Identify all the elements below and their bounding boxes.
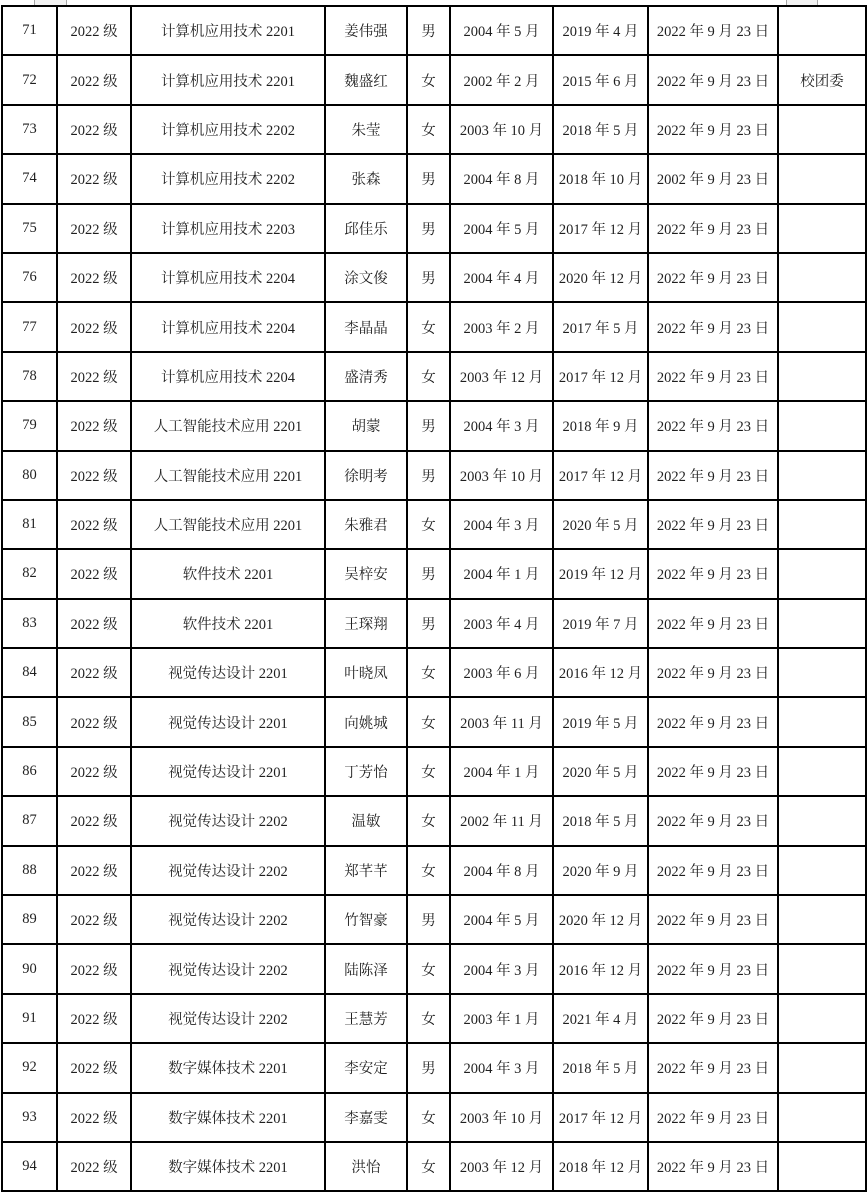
cell-gender: 女 xyxy=(407,994,450,1043)
cell-grade: 2022 级 xyxy=(57,846,131,895)
cell-class: 数字媒体技术 2201 xyxy=(131,1043,325,1092)
cell-class: 数字媒体技术 2201 xyxy=(131,1093,325,1142)
cell-name: 李嘉雯 xyxy=(325,1093,407,1142)
cell-confirm-date: 2022 年 9 月 23 日 xyxy=(648,204,778,253)
cell-note xyxy=(778,401,866,450)
cell-confirm-date: 2022 年 9 月 23 日 xyxy=(648,302,778,351)
cell-class: 视觉传达设计 2202 xyxy=(131,846,325,895)
cell-serial-number: 72 xyxy=(2,55,57,104)
table-row xyxy=(2,796,866,845)
cell-confirm-date: 2022 年 9 月 23 日 xyxy=(648,1093,778,1142)
cell-birth-date: 2002 年 11 月 xyxy=(450,796,553,845)
cell-gender: 男 xyxy=(407,204,450,253)
cell-class: 软件技术 2201 xyxy=(131,549,325,598)
cell-class: 视觉传达设计 2202 xyxy=(131,796,325,845)
cell-join-date: 2018 年 5 月 xyxy=(553,796,648,845)
cell-birth-date: 2004 年 5 月 xyxy=(450,204,553,253)
cell-gender: 男 xyxy=(407,6,450,55)
cell-confirm-date: 2002 年 9 月 23 日 xyxy=(648,154,778,203)
cell-name: 竹智豪 xyxy=(325,895,407,944)
cell-name: 吴梓安 xyxy=(325,549,407,598)
cell-confirm-date: 2022 年 9 月 23 日 xyxy=(648,747,778,796)
cell-birth-date: 2003 年 6 月 xyxy=(450,648,553,697)
cell-birth-date: 2004 年 5 月 xyxy=(450,895,553,944)
table-row xyxy=(2,55,866,104)
cell-grade: 2022 级 xyxy=(57,648,131,697)
cell-birth-date: 2003 年 2 月 xyxy=(450,302,553,351)
cell-serial-number: 88 xyxy=(2,846,57,895)
cell-class: 数字媒体技术 2201 xyxy=(131,1142,325,1191)
cell-confirm-date: 2022 年 9 月 23 日 xyxy=(648,648,778,697)
cell-confirm-date: 2022 年 9 月 23 日 xyxy=(648,895,778,944)
cell-class: 人工智能技术应用 2201 xyxy=(131,500,325,549)
cell-note xyxy=(778,747,866,796)
cell-serial-number: 79 xyxy=(2,401,57,450)
cell-join-date: 2020 年 9 月 xyxy=(553,846,648,895)
table-row xyxy=(2,204,866,253)
table-row xyxy=(2,895,866,944)
cell-serial-number: 83 xyxy=(2,599,57,648)
cell-name: 李晶晶 xyxy=(325,302,407,351)
cell-serial-number: 73 xyxy=(2,105,57,154)
table-row xyxy=(2,1043,866,1092)
cell-serial-number: 91 xyxy=(2,994,57,1043)
cell-confirm-date: 2022 年 9 月 23 日 xyxy=(648,352,778,401)
cell-note xyxy=(778,6,866,55)
cell-note: 校团委 xyxy=(778,55,866,104)
cell-name: 魏盛红 xyxy=(325,55,407,104)
cell-join-date: 2017 年 5 月 xyxy=(553,302,648,351)
cell-grade: 2022 级 xyxy=(57,1093,131,1142)
cell-birth-date: 2004 年 3 月 xyxy=(450,500,553,549)
cell-gender: 女 xyxy=(407,796,450,845)
cell-serial-number: 94 xyxy=(2,1142,57,1191)
cell-serial-number: 85 xyxy=(2,697,57,746)
cell-note xyxy=(778,944,866,993)
cell-note xyxy=(778,500,866,549)
cell-class: 计算机应用技术 2201 xyxy=(131,55,325,104)
cell-gender: 男 xyxy=(407,451,450,500)
cell-gender: 女 xyxy=(407,352,450,401)
table-row xyxy=(2,253,866,302)
table-row xyxy=(2,500,866,549)
cell-confirm-date: 2022 年 9 月 23 日 xyxy=(648,55,778,104)
cell-name: 王慧芳 xyxy=(325,994,407,1043)
table-row xyxy=(2,451,866,500)
cell-serial-number: 82 xyxy=(2,549,57,598)
cell-class: 视觉传达设计 2202 xyxy=(131,994,325,1043)
cell-join-date: 2018 年 12 月 xyxy=(553,1142,648,1191)
cell-confirm-date: 2022 年 9 月 23 日 xyxy=(648,401,778,450)
cell-gender: 女 xyxy=(407,105,450,154)
cell-birth-date: 2003 年 10 月 xyxy=(450,1093,553,1142)
cell-grade: 2022 级 xyxy=(57,994,131,1043)
cell-join-date: 2016 年 12 月 xyxy=(553,648,648,697)
cell-name: 涂文俊 xyxy=(325,253,407,302)
cell-grade: 2022 级 xyxy=(57,796,131,845)
cell-join-date: 2017 年 12 月 xyxy=(553,204,648,253)
cell-join-date: 2020 年 5 月 xyxy=(553,747,648,796)
cell-join-date: 2021 年 4 月 xyxy=(553,994,648,1043)
cell-gender: 女 xyxy=(407,500,450,549)
cell-class: 视觉传达设计 2201 xyxy=(131,747,325,796)
cell-class: 人工智能技术应用 2201 xyxy=(131,451,325,500)
cell-serial-number: 76 xyxy=(2,253,57,302)
cell-birth-date: 2003 年 1 月 xyxy=(450,994,553,1043)
cell-class: 计算机应用技术 2203 xyxy=(131,204,325,253)
cell-note xyxy=(778,796,866,845)
cell-birth-date: 2003 年 10 月 xyxy=(450,451,553,500)
cell-note xyxy=(778,1142,866,1191)
cell-grade: 2022 级 xyxy=(57,895,131,944)
cell-join-date: 2017 年 12 月 xyxy=(553,352,648,401)
cell-grade: 2022 级 xyxy=(57,105,131,154)
table-row xyxy=(2,105,866,154)
cell-confirm-date: 2022 年 9 月 23 日 xyxy=(648,1142,778,1191)
cell-confirm-date: 2022 年 9 月 23 日 xyxy=(648,105,778,154)
cell-confirm-date: 2022 年 9 月 23 日 xyxy=(648,451,778,500)
cell-grade: 2022 级 xyxy=(57,55,131,104)
cell-class: 计算机应用技术 2204 xyxy=(131,302,325,351)
cell-grade: 2022 级 xyxy=(57,6,131,55)
cell-confirm-date: 2022 年 9 月 23 日 xyxy=(648,796,778,845)
cell-class: 计算机应用技术 2204 xyxy=(131,352,325,401)
cell-note xyxy=(778,648,866,697)
cell-grade: 2022 级 xyxy=(57,549,131,598)
student-table-body xyxy=(2,6,866,1191)
cell-birth-date: 2002 年 2 月 xyxy=(450,55,553,104)
cell-class: 视觉传达设计 2202 xyxy=(131,895,325,944)
cell-join-date: 2016 年 12 月 xyxy=(553,944,648,993)
table-row xyxy=(2,549,866,598)
cell-class: 计算机应用技术 2202 xyxy=(131,105,325,154)
cell-note xyxy=(778,697,866,746)
cell-serial-number: 80 xyxy=(2,451,57,500)
table-row xyxy=(2,1142,866,1191)
cell-class: 计算机应用技术 2201 xyxy=(131,6,325,55)
cell-class: 软件技术 2201 xyxy=(131,599,325,648)
cell-birth-date: 2003 年 12 月 xyxy=(450,1142,553,1191)
table-row xyxy=(2,648,866,697)
cell-confirm-date: 2022 年 9 月 23 日 xyxy=(648,253,778,302)
cell-name: 朱莹 xyxy=(325,105,407,154)
cell-join-date: 2020 年 12 月 xyxy=(553,895,648,944)
cell-join-date: 2018 年 5 月 xyxy=(553,105,648,154)
cell-grade: 2022 级 xyxy=(57,401,131,450)
cell-grade: 2022 级 xyxy=(57,204,131,253)
table-row xyxy=(2,599,866,648)
cell-gender: 女 xyxy=(407,55,450,104)
cell-gender: 女 xyxy=(407,697,450,746)
table-row xyxy=(2,697,866,746)
cell-note xyxy=(778,451,866,500)
cell-gender: 女 xyxy=(407,1142,450,1191)
cell-class: 计算机应用技术 2204 xyxy=(131,253,325,302)
cell-join-date: 2019 年 4 月 xyxy=(553,6,648,55)
cell-join-date: 2018 年 10 月 xyxy=(553,154,648,203)
cell-grade: 2022 级 xyxy=(57,697,131,746)
cell-name: 李安定 xyxy=(325,1043,407,1092)
cell-name: 姜伟强 xyxy=(325,6,407,55)
cell-serial-number: 86 xyxy=(2,747,57,796)
cell-note xyxy=(778,1043,866,1092)
cell-note xyxy=(778,549,866,598)
cell-gender: 男 xyxy=(407,154,450,203)
cell-gender: 女 xyxy=(407,747,450,796)
cell-gender: 男 xyxy=(407,549,450,598)
cell-class: 人工智能技术应用 2201 xyxy=(131,401,325,450)
cell-gender: 男 xyxy=(407,895,450,944)
cell-birth-date: 2003 年 11 月 xyxy=(450,697,553,746)
cell-note xyxy=(778,846,866,895)
cell-grade: 2022 级 xyxy=(57,747,131,796)
cell-confirm-date: 2022 年 9 月 23 日 xyxy=(648,599,778,648)
table-row xyxy=(2,994,866,1043)
cell-join-date: 2019 年 7 月 xyxy=(553,599,648,648)
cell-birth-date: 2003 年 12 月 xyxy=(450,352,553,401)
cell-serial-number: 90 xyxy=(2,944,57,993)
cell-name: 徐明考 xyxy=(325,451,407,500)
cell-confirm-date: 2022 年 9 月 23 日 xyxy=(648,549,778,598)
cell-gender: 男 xyxy=(407,599,450,648)
cell-name: 叶晓凤 xyxy=(325,648,407,697)
cell-gender: 男 xyxy=(407,401,450,450)
cell-join-date: 2019 年 12 月 xyxy=(553,549,648,598)
cell-grade: 2022 级 xyxy=(57,253,131,302)
cell-join-date: 2019 年 5 月 xyxy=(553,697,648,746)
cell-birth-date: 2004 年 3 月 xyxy=(450,401,553,450)
cell-serial-number: 71 xyxy=(2,6,57,55)
cell-birth-date: 2004 年 8 月 xyxy=(450,846,553,895)
cell-grade: 2022 级 xyxy=(57,1043,131,1092)
cell-grade: 2022 级 xyxy=(57,1142,131,1191)
cell-serial-number: 92 xyxy=(2,1043,57,1092)
cell-note xyxy=(778,105,866,154)
cell-serial-number: 81 xyxy=(2,500,57,549)
cell-name: 邱佳乐 xyxy=(325,204,407,253)
table-row xyxy=(2,846,866,895)
cell-serial-number: 74 xyxy=(2,154,57,203)
cell-birth-date: 2003 年 4 月 xyxy=(450,599,553,648)
cell-note xyxy=(778,994,866,1043)
cell-join-date: 2017 年 12 月 xyxy=(553,1093,648,1142)
cell-gender: 男 xyxy=(407,1043,450,1092)
cell-gender: 女 xyxy=(407,1093,450,1142)
student-roster-table xyxy=(1,5,867,1192)
table-row xyxy=(2,944,866,993)
cell-birth-date: 2004 年 8 月 xyxy=(450,154,553,203)
cell-birth-date: 2004 年 1 月 xyxy=(450,747,553,796)
table-row xyxy=(2,302,866,351)
cell-note xyxy=(778,253,866,302)
cell-confirm-date: 2022 年 9 月 23 日 xyxy=(648,697,778,746)
cell-name: 胡蒙 xyxy=(325,401,407,450)
cell-name: 向姚城 xyxy=(325,697,407,746)
cell-grade: 2022 级 xyxy=(57,451,131,500)
cell-serial-number: 75 xyxy=(2,204,57,253)
table-row xyxy=(2,154,866,203)
cell-birth-date: 2004 年 3 月 xyxy=(450,1043,553,1092)
cell-name: 张森 xyxy=(325,154,407,203)
cell-confirm-date: 2022 年 9 月 23 日 xyxy=(648,944,778,993)
cell-name: 郑芊芊 xyxy=(325,846,407,895)
cell-name: 王琛翔 xyxy=(325,599,407,648)
cell-gender: 女 xyxy=(407,648,450,697)
cell-name: 盛清秀 xyxy=(325,352,407,401)
cell-serial-number: 87 xyxy=(2,796,57,845)
cell-name: 陆陈泽 xyxy=(325,944,407,993)
cell-grade: 2022 级 xyxy=(57,302,131,351)
cell-grade: 2022 级 xyxy=(57,352,131,401)
cell-name: 丁芳怡 xyxy=(325,747,407,796)
cell-serial-number: 93 xyxy=(2,1093,57,1142)
table-row xyxy=(2,747,866,796)
cell-confirm-date: 2022 年 9 月 23 日 xyxy=(648,846,778,895)
cell-note xyxy=(778,204,866,253)
cell-birth-date: 2004 年 3 月 xyxy=(450,944,553,993)
cell-gender: 男 xyxy=(407,253,450,302)
cell-confirm-date: 2022 年 9 月 23 日 xyxy=(648,500,778,549)
cell-class: 视觉传达设计 2201 xyxy=(131,697,325,746)
cell-note xyxy=(778,352,866,401)
cell-confirm-date: 2022 年 9 月 23 日 xyxy=(648,1043,778,1092)
cell-name: 洪怡 xyxy=(325,1142,407,1191)
cell-grade: 2022 级 xyxy=(57,944,131,993)
cell-birth-date: 2004 年 1 月 xyxy=(450,549,553,598)
cell-serial-number: 89 xyxy=(2,895,57,944)
cell-serial-number: 77 xyxy=(2,302,57,351)
cell-note xyxy=(778,599,866,648)
cell-class: 计算机应用技术 2202 xyxy=(131,154,325,203)
cell-join-date: 2018 年 9 月 xyxy=(553,401,648,450)
table-row xyxy=(2,6,866,55)
cell-gender: 女 xyxy=(407,302,450,351)
cell-birth-date: 2004 年 4 月 xyxy=(450,253,553,302)
cell-name: 朱雅君 xyxy=(325,500,407,549)
cell-gender: 女 xyxy=(407,846,450,895)
cell-serial-number: 84 xyxy=(2,648,57,697)
cell-birth-date: 2003 年 10 月 xyxy=(450,105,553,154)
cell-birth-date: 2004 年 5 月 xyxy=(450,6,553,55)
cell-gender: 女 xyxy=(407,944,450,993)
cell-join-date: 2018 年 5 月 xyxy=(553,1043,648,1092)
cell-grade: 2022 级 xyxy=(57,500,131,549)
cell-note xyxy=(778,154,866,203)
table-row xyxy=(2,352,866,401)
cell-join-date: 2020 年 12 月 xyxy=(553,253,648,302)
cell-class: 视觉传达设计 2202 xyxy=(131,944,325,993)
cell-note xyxy=(778,895,866,944)
cell-grade: 2022 级 xyxy=(57,154,131,203)
cell-serial-number: 78 xyxy=(2,352,57,401)
cell-note xyxy=(778,302,866,351)
cell-grade: 2022 级 xyxy=(57,599,131,648)
cell-join-date: 2020 年 5 月 xyxy=(553,500,648,549)
table-row xyxy=(2,1093,866,1142)
cell-class: 视觉传达设计 2201 xyxy=(131,648,325,697)
cell-note xyxy=(778,1093,866,1142)
cell-name: 温敏 xyxy=(325,796,407,845)
cell-confirm-date: 2022 年 9 月 23 日 xyxy=(648,6,778,55)
table-row xyxy=(2,401,866,450)
cell-confirm-date: 2022 年 9 月 23 日 xyxy=(648,994,778,1043)
cell-join-date: 2017 年 12 月 xyxy=(553,451,648,500)
cell-join-date: 2015 年 6 月 xyxy=(553,55,648,104)
